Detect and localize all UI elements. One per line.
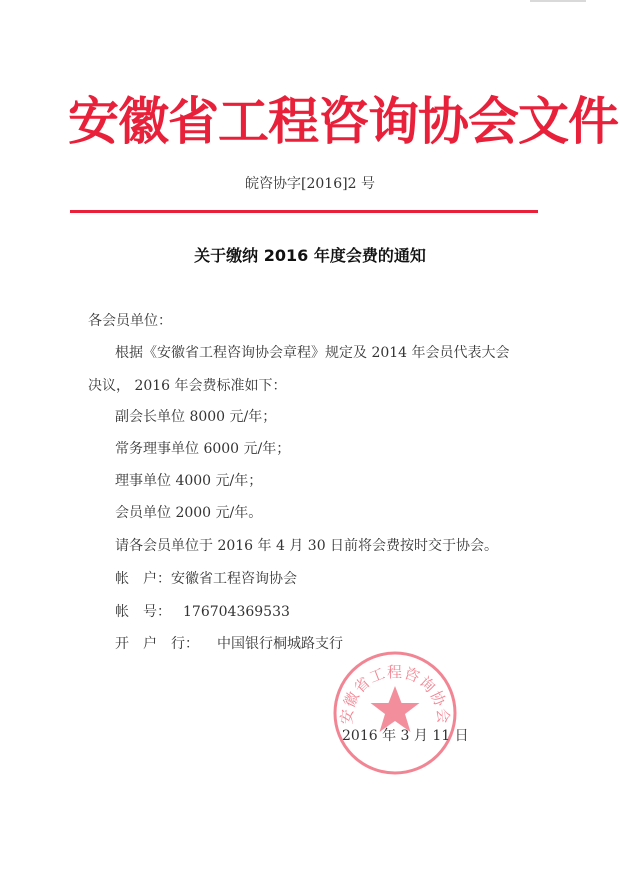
document-number: 皖咨协字[2016]2 号 <box>245 176 375 192</box>
body-paragraph-line-1: 根据《安徽省工程咨询协会章程》规定及 2014 年会员代表大会 <box>115 345 510 361</box>
fee-item-member: 会员单位 2000 元/年。 <box>115 505 263 521</box>
account-name-row <box>115 568 297 588</box>
bank-value: 中国银行桐城路支行 <box>217 636 343 652</box>
account-number-row <box>115 601 290 621</box>
notice-title: 关于缴纳 2016 年度会费的通知 <box>194 246 426 265</box>
org-title: 安徽省工程咨询协会文件 <box>68 92 619 152</box>
account-name-label: 帐 户： <box>115 571 171 587</box>
bank-row <box>115 633 343 653</box>
fee-item-vice-president: 副会长单位 8000 元/年； <box>115 409 277 425</box>
bank-label: 开 户 行： <box>115 636 199 652</box>
body-paragraph-line-2: 决议， 2016 年会费标准如下： <box>88 378 287 394</box>
official-seal <box>330 648 460 778</box>
issue-date: 2016 年 3 月 11 日 <box>342 728 469 744</box>
account-number-value: 176704369533 <box>183 604 290 620</box>
header-divider <box>70 210 538 213</box>
account-number-label: 帐 号： <box>115 604 171 620</box>
salutation: 各会员单位： <box>88 313 172 329</box>
scan-edge-mark <box>530 0 586 2</box>
payment-deadline: 请各会员单位于 2016 年 4 月 30 日前将会费按时交于协会。 <box>115 538 499 554</box>
seal-text: 安徽省工程咨询协会 <box>337 663 453 725</box>
fee-item-director: 理事单位 4000 元/年； <box>115 473 263 489</box>
fee-item-executive-director: 常务理事单位 6000 元/年； <box>115 441 291 457</box>
account-name-value: 安徽省工程咨询协会 <box>171 571 297 587</box>
